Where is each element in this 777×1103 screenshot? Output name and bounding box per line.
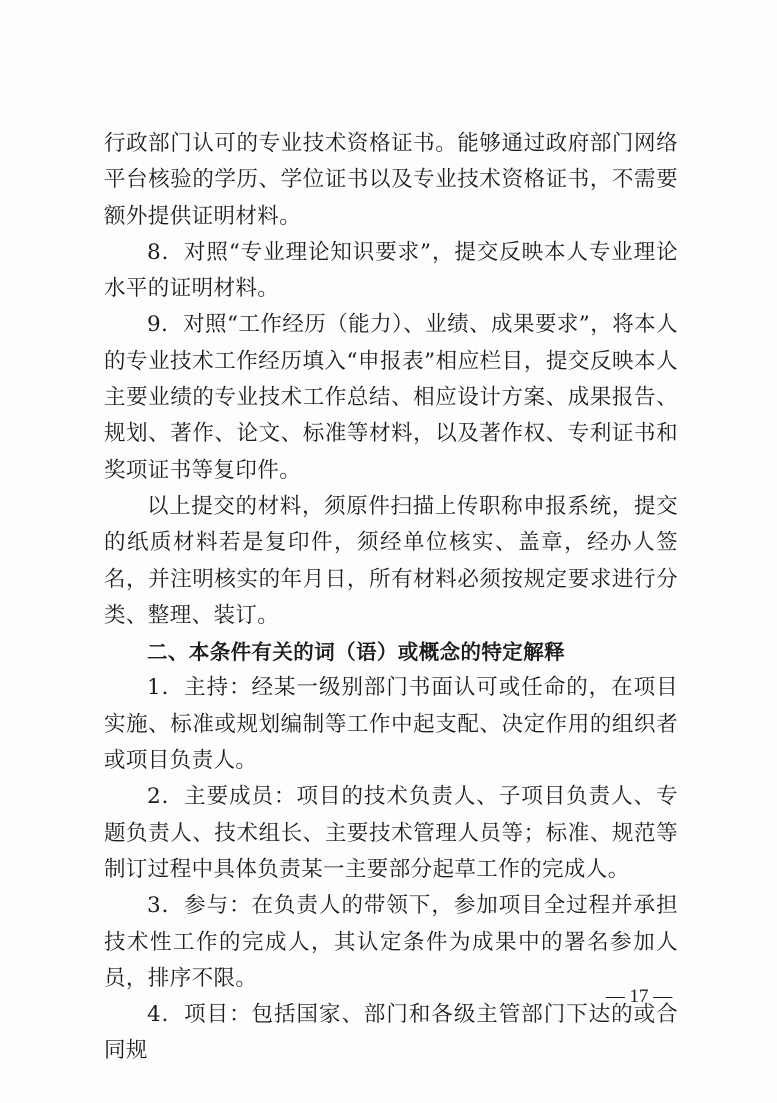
page-body <box>104 126 678 1070</box>
paragraph-definition-4: 4．项目：包括国家、部门和各级主管部门下达的或合同规 <box>104 1002 678 1064</box>
paragraph-continuation: 行政部门认可的专业技术资格证书。能够通过政府部门网络平台核验的学历、学位证书以及专业技术资格证书，不需要额外提供证明材料。 <box>104 131 678 229</box>
paragraph-materials-note: 以上提交的材料，须原件扫描上传职称申报系统，提交的纸质材料若是复印件，须经单位核实、盖章，经办人签名，并注明核实的年月日，所有材料必须按规定要求进行分类、整理、装订。 <box>104 493 678 628</box>
paragraph-item-9: 9．对照“工作经历（能力）、业绩、成果要求”，将本人的专业技术工作经历填入“申报表”相应栏目，提交反映本人主要业绩的专业技术工作总结、相应设计方案、成果报告、规划、著作、论文、标准等材料，以及著作权、专利证书和奖项证书等复印件。 <box>104 312 678 483</box>
paragraph-definition-2: 2．主要成员：项目的技术负责人、子项目负责人、专题负责人、技术组长、主要技术管理人员等；标准、规范等制订过程中具体负责某一主要部分起草工作的完成人。 <box>104 784 678 882</box>
paragraph-definition-1: 1．主持：经某一级别部门书面认可或任命的，在项目实施、标准或规划编制等工作中起支配、决定作用的组织者或项目负责人。 <box>104 675 678 774</box>
paragraph-item-8: 8．对照“专业理论知识要求”，提交反映本人专业理论水平的证明材料。 <box>104 239 678 302</box>
page-number: — 17 — <box>605 986 673 1007</box>
paragraph-definition-3: 3．参与：在负责人的带领下，参加项目全过程并承担技术性工作的完成人，其认定条件为成果中的署名参加人员，排序不限。 <box>104 893 678 991</box>
section-heading: 二、本条件有关的词（语）或概念的特定解释 <box>147 640 565 665</box>
